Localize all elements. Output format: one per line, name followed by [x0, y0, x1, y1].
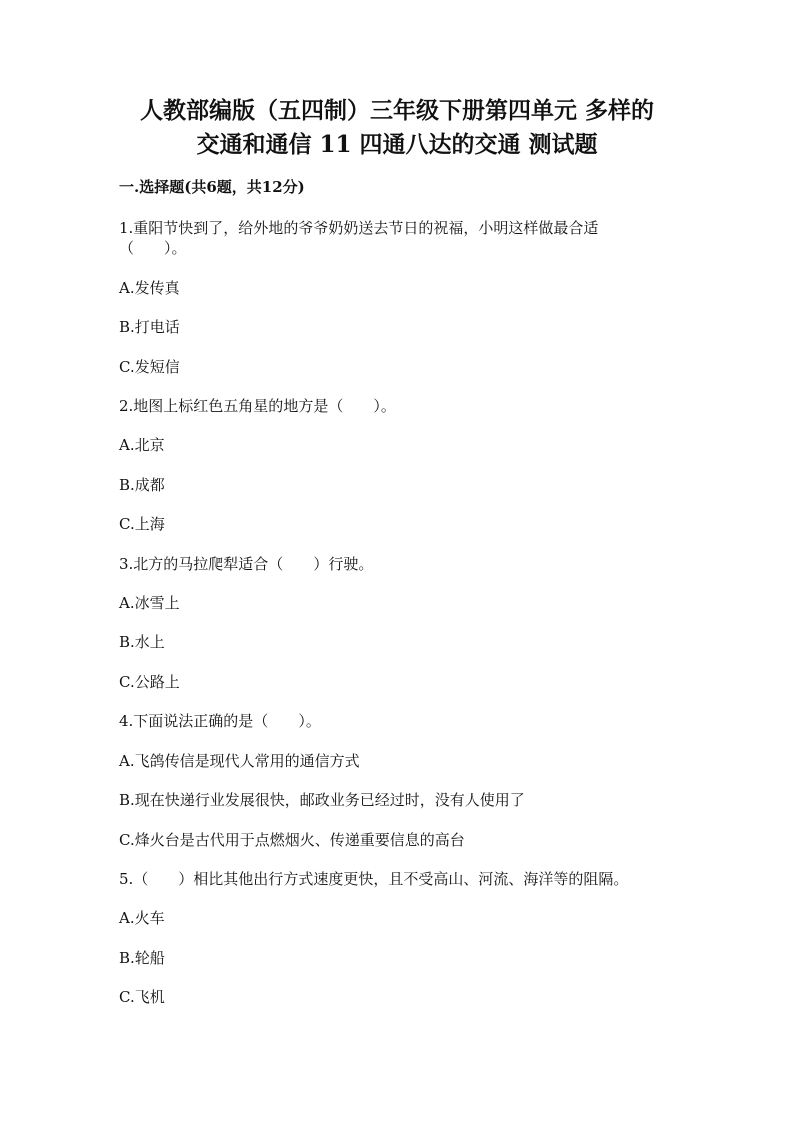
question-4-stem: 4.下面说法正确的是（ ）。 [119, 712, 321, 730]
question-5-option-c: C.飞机 [119, 988, 165, 1006]
question-2-option-a: A.北京 [119, 436, 165, 454]
document-title-line-1: 人教部编版（五四制）三年级下册第四单元 多样的 [139, 97, 654, 124]
question-4-option-b: B.现在快递行业发展很快，邮政业务已经过时，没有人使用了 [119, 791, 525, 809]
question-1-option-a: A.发传真 [119, 279, 180, 297]
question-1-stem: 1.重阳节快到了，给外地的爷爷奶奶送去节日的祝福，小明这样做最合适 [119, 219, 599, 237]
question-3-option-a: A.冰雪上 [119, 594, 180, 612]
section-heading: 一.选择题(共6题，共12分) [119, 178, 305, 196]
question-1-option-b: B.打电话 [119, 318, 180, 336]
question-5-option-a: A.火车 [119, 909, 165, 927]
question-1-stem-continued: （ ）。 [119, 239, 187, 257]
question-2-option-b: B.成都 [119, 476, 165, 494]
question-3-option-c: C.公路上 [119, 673, 180, 691]
document-title-line-2: 交通和通信 11 四通八达的交通 测试题 [196, 131, 598, 158]
question-1-option-c: C.发短信 [119, 358, 180, 376]
question-3-option-b: B.水上 [119, 633, 165, 651]
question-3-stem: 3.北方的马拉爬犁适合（ ）行驶。 [119, 555, 374, 573]
question-2-option-c: C.上海 [119, 515, 165, 533]
question-5-stem: 5.（ ）相比其他出行方式速度更快，且不受高山、河流、海洋等的阻隔。 [119, 870, 629, 888]
question-4-option-c: C.烽火台是古代用于点燃烟火、传递重要信息的高台 [119, 831, 465, 849]
question-4-option-a: A.飞鸽传信是现代人常用的通信方式 [119, 752, 360, 770]
question-2-stem: 2.地图上标红色五角星的地方是（ ）。 [119, 397, 396, 415]
question-5-option-b: B.轮船 [119, 949, 165, 967]
